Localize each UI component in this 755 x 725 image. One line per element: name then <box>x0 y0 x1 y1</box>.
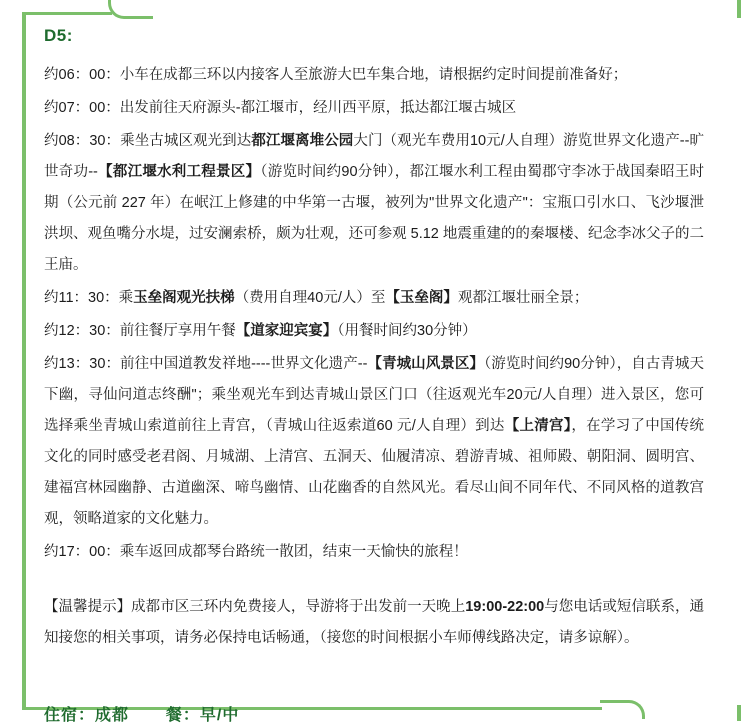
warm-tip-note <box>44 592 704 654</box>
itinerary-item-list <box>44 60 704 568</box>
body-text: （费用自理40元/人）至 <box>234 290 386 306</box>
meals-label: 餐：早/中 <box>165 707 240 724</box>
itinerary-content <box>44 26 704 725</box>
body-text: 约07：00：出发前往天府源头-都江堰市，经川西平原，抵达都江堰古城区 <box>44 100 517 116</box>
body-text: 约17：00：乘车返回成都琴台路统一散团，结束一天愉快的旅程！ <box>44 544 468 560</box>
body-text: 观都江堰壮丽全景； <box>457 290 589 306</box>
body-text: ，在学习了中国传统文化的同时感受老君阁、月城湖、上清宫、五洞天、仙履清凉、碧游青城、祖师殿、朝阳洞、圆明宫、建福宫林园幽静、古道幽深、啼鸟幽情、山花幽香的自然风光。看尽山间不同年代、不同风格的道教宫观，领略道家的文化魅力。 <box>44 418 705 527</box>
itinerary-item <box>44 60 704 91</box>
itinerary-item <box>44 537 704 568</box>
emphasis-text: 玉垒阁观光扶梯 <box>133 290 235 306</box>
body-text: （游览时间约90分钟），都江堰水利工程由蜀郡守李冰于战国秦昭王时期（公元前 227 年）在岷江上修建的中华第一古堰，被列为"世界文化遗产"：宝瓶口引水口、飞沙堰泄洪坝、观鱼嘴分水堤，过安澜索桥，颇为壮观，还可参观 5.12 地震重建的的秦堰楼、纪念李冰父子的二王庙。 <box>44 164 704 273</box>
decorative-border-right <box>737 0 741 18</box>
body-text: 约11：30：乘 <box>44 290 134 306</box>
emphasis-text: 【上清宫】 <box>504 418 572 434</box>
accommodation-label: 住宿：成都 <box>44 707 130 724</box>
page-title: D5: <box>44 26 73 45</box>
itinerary-item <box>44 126 704 281</box>
itinerary-item <box>44 93 704 124</box>
body-text: 【温馨提示】成都市区三环内免费接人，导游将于出发前一天晚上 <box>44 599 466 615</box>
decorative-corner-top-left <box>108 0 153 19</box>
section-spacer <box>44 570 704 592</box>
emphasis-text: 【道家迎宾宴】 <box>235 323 338 339</box>
body-text: 约13：30：前往中国道教发祥地----世界文化遗产-- <box>44 356 368 372</box>
body-text: 与您电话或短信联系，通知接您的相关事项，请务必保持电话畅通，（接您的时间根据小车师傅线路决定，请多谅解）。 <box>44 599 705 646</box>
itinerary-item <box>44 316 704 347</box>
body-text: 约06：00：小车在成都三环以内接客人至旅游大巴车集合地，请根据约定时间提前准备好； <box>44 67 628 83</box>
emphasis-text: 19:00-22:00 <box>465 599 545 615</box>
decorative-border-right-lower <box>737 705 741 721</box>
body-text: 约12：30：前往餐厅享用午餐 <box>44 323 236 339</box>
body-text: 约08：30：乘坐古城区观光到达 <box>44 133 252 149</box>
decorative-border-left <box>22 12 26 710</box>
emphasis-text: 【玉垒阁】 <box>385 290 458 306</box>
body-text: （游览时间约90分钟），自古青城天下幽，寻仙问道志终酬"；乘坐观光车到达青城山景区门口（往返观光车20元/人自理）进入景区，您可选择乘坐青城山索道前往上青宫，（青城山往返索道60 元/人自理）到达 <box>44 356 704 434</box>
itinerary-item <box>44 349 704 535</box>
itinerary-item <box>44 283 704 314</box>
emphasis-text: 【青城山风景区】 <box>367 356 484 372</box>
decorative-border-top <box>22 12 112 15</box>
emphasis-text: 都江堰离堆公园 <box>251 133 354 149</box>
footer-summary <box>44 702 704 725</box>
emphasis-text: 【都江堰水利工程景区】 <box>97 164 261 180</box>
body-text: （用餐时间约30分钟） <box>337 323 477 339</box>
body-text: 大门（观光车费用10元/人自理）游览世界文化遗产--旷世奇功-- <box>44 133 705 180</box>
